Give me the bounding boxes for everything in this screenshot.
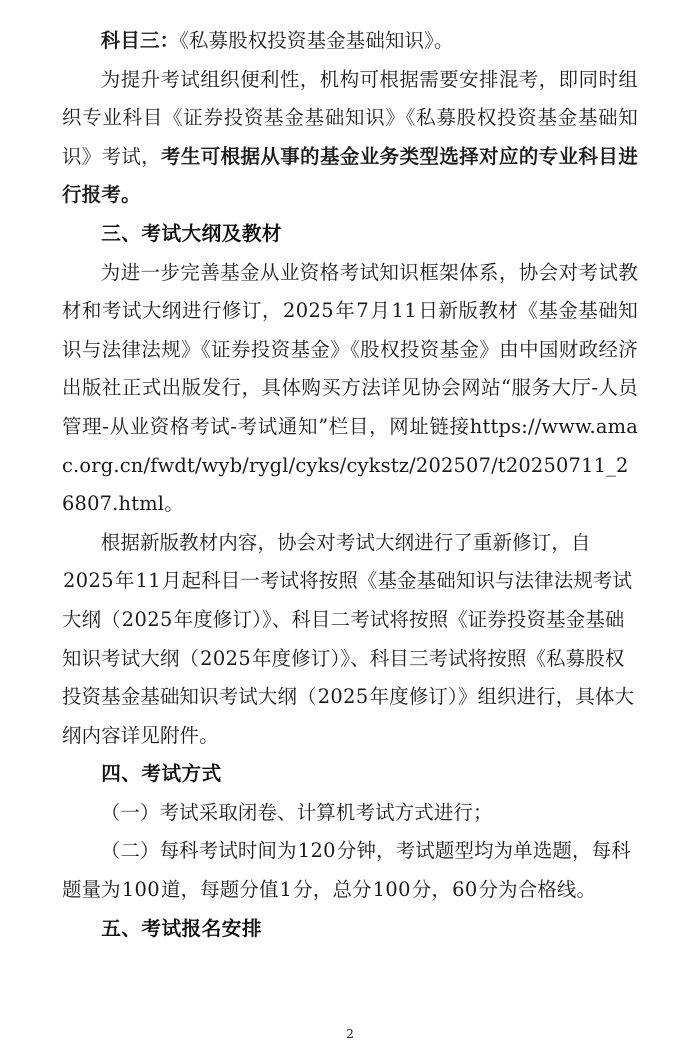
- revision-year-subject-three: 2025: [317, 685, 369, 709]
- method-text-a: （二）每科考试时间为: [100, 839, 297, 863]
- outline-year: 2025: [283, 299, 334, 323]
- outline-text-a: 为进一步完善基金从业资格考试知识框架体系，协会对考试教材和考试大纲进行修订，: [62, 260, 638, 323]
- total-score: 100: [372, 878, 411, 902]
- method-text-e: 分，: [411, 878, 452, 902]
- exam-duration-minutes: 120: [297, 839, 336, 863]
- revision-text-e: 年度修订）》、科目三考试将按照《私募股权投资基金基础知识考试大纲（: [62, 646, 625, 709]
- method-text-d: 分，总分: [293, 878, 372, 902]
- outline-text-end: 。: [164, 492, 184, 516]
- method-text-c: 道，每题分值: [161, 878, 279, 902]
- outline-text-b: 年: [334, 299, 356, 323]
- revision-text-c: 月起科目一考试将按照《基金基础知识与法律法规考试大纲（: [62, 569, 633, 631]
- page-number: 2: [346, 1026, 354, 1041]
- paragraph-method-item-one: （一）考试采取闭卷、计算机考试方式进行；: [100, 800, 493, 824]
- revision-text-b: 年: [114, 569, 135, 593]
- heading-section-four: 四、考试方式: [101, 762, 222, 786]
- paragraph-outline-materials: [62, 254, 638, 524]
- method-text-b: 分钟，考试题型均为单选题，每科题量为: [62, 839, 631, 902]
- mixed-exam-emphasis: 考生可根据从事的基金业务类型选择对应的专业科目进行报考。: [62, 144, 639, 207]
- heading-section-five: 五、考试报名安排: [101, 916, 262, 940]
- revision-text-f: 年度修订）》组织进行，具体大纲内容详见附件。: [62, 685, 635, 747]
- points-per-question: 1: [279, 878, 293, 902]
- outline-text-c: 月: [370, 299, 391, 323]
- revision-year-subject-two: 2025: [200, 646, 252, 670]
- method-text-f: 分为合格线。: [478, 878, 597, 902]
- page-content: [62, 22, 638, 948]
- mixed-exam-text: 为提升考试组织便利性，机构可根据需要安排混考，即同时组织专业科目《证券投资基金基础知识》《私募股权投资基金基础知识》考试，: [62, 67, 638, 168]
- revision-text-d: 年度修订）》、科目二考试将按照《证券投资基金基础知识考试大纲（: [62, 607, 625, 670]
- amac-notice-link[interactable]: https://www.amac.org.cn/fwdt/wyb/rygl/cyks/cykstz/202507/t20250711_26807.html: [62, 414, 638, 516]
- revision-start-year: 2025: [63, 569, 114, 593]
- subject-three-title: 《私募股权投资基金基础知识》。: [179, 29, 454, 52]
- paragraph-mixed-exam: [62, 61, 638, 215]
- paragraph-outline-revision: [62, 524, 638, 756]
- paragraph-method-item-two: [62, 832, 638, 909]
- outline-day: 11: [391, 299, 418, 323]
- paragraph-subject-three: [62, 22, 638, 61]
- revision-year-subject-one: 2025: [121, 607, 173, 631]
- subject-three-label: 科目三：: [100, 29, 180, 52]
- revision-start-month: 11: [135, 569, 162, 593]
- outline-text-d: 日新版教材《基金基础知识与法律法规》《证券投资基金》《股权投资基金》由中国财政经济出版社正式出版发行，具体购买方法详见协会网站“服务大厅-人员管理-从业资格考试-考试通知”栏目，网址链接: [62, 299, 639, 438]
- outline-month: 7: [356, 299, 370, 323]
- revision-text-a: 根据新版教材内容，协会对考试大纲进行了重新修订，自: [100, 530, 591, 554]
- heading-section-three: 三、考试大纲及教材: [101, 221, 283, 245]
- question-count: 100: [121, 878, 160, 902]
- pass-score: 60: [452, 878, 478, 902]
